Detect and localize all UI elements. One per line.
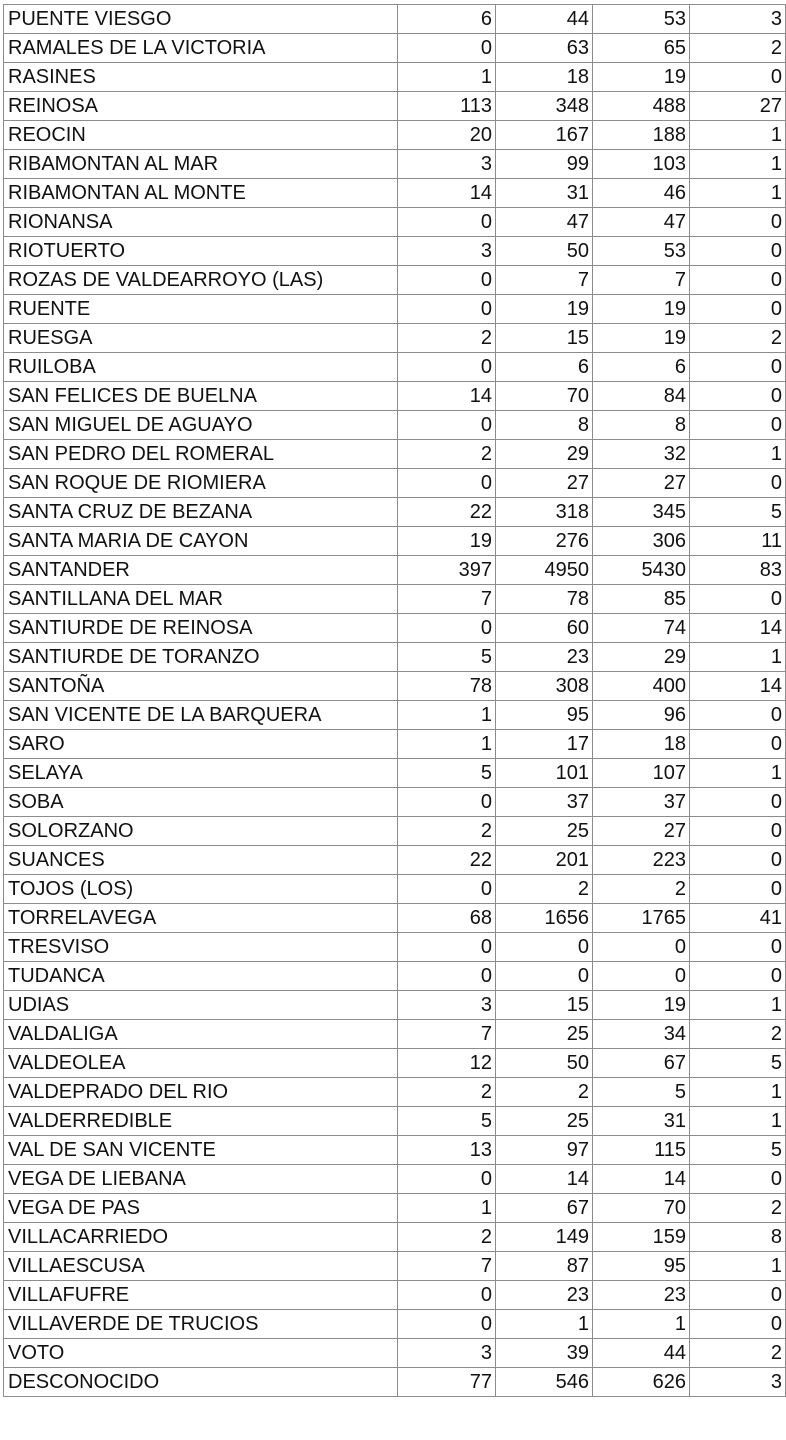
value-cell-col1: 22 [398,498,496,527]
value-cell-col1: 14 [398,179,496,208]
municipality-name-cell: SANTILLANA DEL MAR [4,585,398,614]
municipality-name-cell: SUANCES [4,846,398,875]
value-cell-col1: 6 [398,5,496,34]
municipality-name-cell: UDIAS [4,991,398,1020]
table-row [4,1281,786,1310]
table-row [4,1107,786,1136]
value-cell-col3: 70 [593,1194,690,1223]
value-cell-col1: 0 [398,788,496,817]
value-cell-col1: 0 [398,614,496,643]
table-row [4,1020,786,1049]
value-cell-col3: 46 [593,179,690,208]
value-cell-col3: 7 [593,266,690,295]
value-cell-col3: 37 [593,788,690,817]
value-cell-col3: 53 [593,237,690,266]
table-row [4,875,786,904]
value-cell-col3: 2 [593,875,690,904]
value-cell-col2: 101 [496,759,593,788]
value-cell-col4: 0 [690,585,786,614]
value-cell-col4: 1 [690,179,786,208]
value-cell-col3: 53 [593,5,690,34]
value-cell-col3: 306 [593,527,690,556]
value-cell-col4: 1 [690,991,786,1020]
value-cell-col4: 0 [690,353,786,382]
municipality-name-cell: TRESVISO [4,933,398,962]
value-cell-col1: 14 [398,382,496,411]
table-row [4,1165,786,1194]
table-row [4,1339,786,1368]
value-cell-col4: 0 [690,63,786,92]
value-cell-col3: 5430 [593,556,690,585]
value-cell-col2: 1 [496,1310,593,1339]
table-row [4,1194,786,1223]
municipality-name-cell: SAN FELICES DE BUELNA [4,382,398,411]
value-cell-col2: 1656 [496,904,593,933]
value-cell-col3: 34 [593,1020,690,1049]
table-row [4,962,786,991]
municipality-name-cell: VALDERREDIBLE [4,1107,398,1136]
value-cell-col2: 17 [496,730,593,759]
value-cell-col4: 0 [690,208,786,237]
table-row [4,904,786,933]
value-cell-col3: 488 [593,92,690,121]
value-cell-col2: 25 [496,1020,593,1049]
value-cell-col2: 6 [496,353,593,382]
value-cell-col2: 99 [496,150,593,179]
municipality-name-cell: DESCONOCIDO [4,1368,398,1397]
table-row [4,324,786,353]
value-cell-col1: 0 [398,1310,496,1339]
table-row [4,121,786,150]
value-cell-col1: 0 [398,411,496,440]
value-cell-col3: 159 [593,1223,690,1252]
value-cell-col2: 44 [496,5,593,34]
municipality-name-cell: TOJOS (LOS) [4,875,398,904]
value-cell-col1: 19 [398,527,496,556]
value-cell-col1: 0 [398,469,496,498]
value-cell-col2: 67 [496,1194,593,1223]
value-cell-col4: 0 [690,788,786,817]
value-cell-col3: 1765 [593,904,690,933]
value-cell-col3: 27 [593,469,690,498]
table-row [4,92,786,121]
table-row [4,1368,786,1397]
value-cell-col4: 1 [690,440,786,469]
value-cell-col4: 0 [690,933,786,962]
value-cell-col1: 0 [398,933,496,962]
municipality-name-cell: TORRELAVEGA [4,904,398,933]
value-cell-col3: 65 [593,34,690,63]
value-cell-col1: 0 [398,34,496,63]
value-cell-col2: 23 [496,1281,593,1310]
table-row [4,556,786,585]
value-cell-col1: 1 [398,730,496,759]
municipality-name-cell: PUENTE VIESGO [4,5,398,34]
value-cell-col3: 188 [593,121,690,150]
value-cell-col4: 1 [690,1252,786,1281]
value-cell-col4: 14 [690,614,786,643]
municipality-name-cell: VAL DE SAN VICENTE [4,1136,398,1165]
value-cell-col4: 83 [690,556,786,585]
value-cell-col2: 95 [496,701,593,730]
value-cell-col2: 18 [496,63,593,92]
value-cell-col3: 23 [593,1281,690,1310]
value-cell-col2: 27 [496,469,593,498]
value-cell-col1: 2 [398,817,496,846]
value-cell-col2: 276 [496,527,593,556]
value-cell-col3: 19 [593,63,690,92]
value-cell-col4: 5 [690,498,786,527]
table-row [4,701,786,730]
value-cell-col4: 0 [690,1281,786,1310]
value-cell-col4: 1 [690,121,786,150]
value-cell-col3: 6 [593,353,690,382]
value-cell-col4: 0 [690,295,786,324]
value-cell-col2: 25 [496,817,593,846]
value-cell-col2: 25 [496,1107,593,1136]
table-row [4,266,786,295]
value-cell-col4: 3 [690,1368,786,1397]
municipality-name-cell: SANTANDER [4,556,398,585]
value-cell-col4: 2 [690,34,786,63]
table-row [4,1310,786,1339]
value-cell-col3: 29 [593,643,690,672]
value-cell-col3: 626 [593,1368,690,1397]
value-cell-col3: 84 [593,382,690,411]
value-cell-col2: 15 [496,324,593,353]
municipality-name-cell: RUENTE [4,295,398,324]
value-cell-col4: 0 [690,701,786,730]
value-cell-col3: 44 [593,1339,690,1368]
municipality-name-cell: SANTA CRUZ DE BEZANA [4,498,398,527]
value-cell-col1: 7 [398,1252,496,1281]
municipality-name-cell: RUILOBA [4,353,398,382]
value-cell-col1: 68 [398,904,496,933]
table-row [4,643,786,672]
municipality-name-cell: SOLORZANO [4,817,398,846]
value-cell-col1: 5 [398,759,496,788]
value-cell-col2: 37 [496,788,593,817]
value-cell-col1: 7 [398,585,496,614]
value-cell-col2: 0 [496,933,593,962]
municipality-name-cell: RUESGA [4,324,398,353]
value-cell-col2: 50 [496,237,593,266]
value-cell-col4: 0 [690,875,786,904]
value-cell-col2: 318 [496,498,593,527]
value-cell-col2: 29 [496,440,593,469]
value-cell-col2: 149 [496,1223,593,1252]
value-cell-col1: 0 [398,208,496,237]
table-row [4,382,786,411]
table-row [4,63,786,92]
municipality-name-cell: SOBA [4,788,398,817]
value-cell-col3: 8 [593,411,690,440]
value-cell-col2: 14 [496,1165,593,1194]
value-cell-col4: 0 [690,411,786,440]
value-cell-col4: 1 [690,643,786,672]
table-row [4,759,786,788]
value-cell-col1: 7 [398,1020,496,1049]
value-cell-col3: 67 [593,1049,690,1078]
value-cell-col3: 18 [593,730,690,759]
table-row [4,469,786,498]
value-cell-col4: 3 [690,5,786,34]
municipality-name-cell: REINOSA [4,92,398,121]
value-cell-col3: 74 [593,614,690,643]
value-cell-col2: 60 [496,614,593,643]
value-cell-col3: 31 [593,1107,690,1136]
value-cell-col3: 47 [593,208,690,237]
value-cell-col2: 546 [496,1368,593,1397]
value-cell-col4: 0 [690,817,786,846]
value-cell-col2: 201 [496,846,593,875]
municipality-name-cell: TUDANCA [4,962,398,991]
value-cell-col1: 13 [398,1136,496,1165]
value-cell-col2: 70 [496,382,593,411]
municipality-name-cell: VILLAVERDE DE TRUCIOS [4,1310,398,1339]
table-row [4,1223,786,1252]
value-cell-col2: 0 [496,962,593,991]
value-cell-col2: 2 [496,1078,593,1107]
table-row [4,208,786,237]
value-cell-col3: 19 [593,991,690,1020]
value-cell-col1: 5 [398,1107,496,1136]
value-cell-col3: 32 [593,440,690,469]
value-cell-col1: 0 [398,1281,496,1310]
value-cell-col3: 19 [593,295,690,324]
value-cell-col1: 1 [398,701,496,730]
municipality-name-cell: RASINES [4,63,398,92]
municipality-name-cell: VILLAFUFRE [4,1281,398,1310]
value-cell-col3: 14 [593,1165,690,1194]
municipality-name-cell: VILLAESCUSA [4,1252,398,1281]
value-cell-col1: 0 [398,875,496,904]
value-cell-col2: 167 [496,121,593,150]
value-cell-col2: 8 [496,411,593,440]
municipality-name-cell: SELAYA [4,759,398,788]
value-cell-col4: 0 [690,382,786,411]
value-cell-col3: 5 [593,1078,690,1107]
value-cell-col4: 27 [690,92,786,121]
value-cell-col4: 41 [690,904,786,933]
value-cell-col3: 27 [593,817,690,846]
table-row [4,353,786,382]
value-cell-col2: 50 [496,1049,593,1078]
municipality-name-cell: RIBAMONTAN AL MAR [4,150,398,179]
value-cell-col1: 12 [398,1049,496,1078]
table-row [4,672,786,701]
municipality-name-cell: SAN ROQUE DE RIOMIERA [4,469,398,498]
table-row [4,237,786,266]
value-cell-col1: 0 [398,353,496,382]
municipality-name-cell: SANTOÑA [4,672,398,701]
table-row [4,179,786,208]
value-cell-col4: 5 [690,1049,786,1078]
table-row [4,1049,786,1078]
value-cell-col1: 0 [398,295,496,324]
value-cell-col2: 31 [496,179,593,208]
value-cell-col3: 223 [593,846,690,875]
table-row [4,527,786,556]
table-row [4,295,786,324]
value-cell-col4: 8 [690,1223,786,1252]
municipality-name-cell: VILLACARRIEDO [4,1223,398,1252]
table-row [4,440,786,469]
value-cell-col1: 22 [398,846,496,875]
value-cell-col3: 1 [593,1310,690,1339]
value-cell-col3: 85 [593,585,690,614]
value-cell-col1: 0 [398,1165,496,1194]
value-cell-col1: 3 [398,150,496,179]
table-row [4,933,786,962]
municipality-name-cell: VALDEPRADO DEL RIO [4,1078,398,1107]
value-cell-col4: 0 [690,1165,786,1194]
value-cell-col3: 103 [593,150,690,179]
value-cell-col1: 397 [398,556,496,585]
value-cell-col4: 2 [690,1020,786,1049]
value-cell-col1: 0 [398,962,496,991]
value-cell-col4: 1 [690,150,786,179]
value-cell-col3: 0 [593,933,690,962]
value-cell-col3: 19 [593,324,690,353]
value-cell-col3: 107 [593,759,690,788]
value-cell-col1: 1 [398,63,496,92]
municipality-name-cell: SAN VICENTE DE LA BARQUERA [4,701,398,730]
value-cell-col3: 400 [593,672,690,701]
table-row [4,846,786,875]
table-row [4,991,786,1020]
value-cell-col2: 39 [496,1339,593,1368]
value-cell-col4: 2 [690,1194,786,1223]
value-cell-col2: 348 [496,92,593,121]
value-cell-col2: 7 [496,266,593,295]
municipality-name-cell: SANTA MARIA DE CAYON [4,527,398,556]
municipality-name-cell: SANTIURDE DE REINOSA [4,614,398,643]
value-cell-col4: 0 [690,469,786,498]
value-cell-col4: 0 [690,846,786,875]
value-cell-col1: 1 [398,1194,496,1223]
value-cell-col2: 23 [496,643,593,672]
table-row [4,411,786,440]
value-cell-col3: 95 [593,1252,690,1281]
value-cell-col1: 5 [398,643,496,672]
municipality-name-cell: RIONANSA [4,208,398,237]
value-cell-col1: 2 [398,324,496,353]
value-cell-col1: 20 [398,121,496,150]
value-cell-col1: 0 [398,266,496,295]
value-cell-col4: 0 [690,237,786,266]
value-cell-col2: 78 [496,585,593,614]
value-cell-col4: 11 [690,527,786,556]
value-cell-col1: 2 [398,1078,496,1107]
table-row [4,1078,786,1107]
municipality-name-cell: RIBAMONTAN AL MONTE [4,179,398,208]
value-cell-col1: 3 [398,991,496,1020]
value-cell-col4: 1 [690,1107,786,1136]
value-cell-col1: 3 [398,237,496,266]
municipality-data-table [3,4,786,1397]
municipality-name-cell: RAMALES DE LA VICTORIA [4,34,398,63]
table-row [4,498,786,527]
municipality-name-cell: ROZAS DE VALDEARROYO (LAS) [4,266,398,295]
value-cell-col2: 2 [496,875,593,904]
value-cell-col1: 2 [398,440,496,469]
value-cell-col3: 0 [593,962,690,991]
value-cell-col3: 115 [593,1136,690,1165]
value-cell-col4: 0 [690,730,786,759]
table-body [4,5,786,1397]
value-cell-col2: 308 [496,672,593,701]
value-cell-col2: 87 [496,1252,593,1281]
municipality-name-cell: SAN PEDRO DEL ROMERAL [4,440,398,469]
value-cell-col4: 2 [690,1339,786,1368]
value-cell-col4: 1 [690,1078,786,1107]
value-cell-col2: 4950 [496,556,593,585]
value-cell-col4: 0 [690,1310,786,1339]
table-row [4,150,786,179]
table-row [4,585,786,614]
value-cell-col3: 345 [593,498,690,527]
value-cell-col4: 1 [690,759,786,788]
table-row [4,5,786,34]
value-cell-col3: 96 [593,701,690,730]
municipality-name-cell: VEGA DE PAS [4,1194,398,1223]
table-row [4,730,786,759]
value-cell-col2: 47 [496,208,593,237]
table-row [4,788,786,817]
municipality-name-cell: REOCIN [4,121,398,150]
table-row [4,817,786,846]
value-cell-col4: 5 [690,1136,786,1165]
municipality-name-cell: VALDEOLEA [4,1049,398,1078]
table-row [4,614,786,643]
value-cell-col4: 0 [690,962,786,991]
value-cell-col2: 97 [496,1136,593,1165]
table-row [4,34,786,63]
municipality-name-cell: RIOTUERTO [4,237,398,266]
municipality-name-cell: VOTO [4,1339,398,1368]
municipality-name-cell: SANTIURDE DE TORANZO [4,643,398,672]
value-cell-col2: 19 [496,295,593,324]
table-row [4,1136,786,1165]
table-row [4,1252,786,1281]
value-cell-col4: 14 [690,672,786,701]
value-cell-col1: 2 [398,1223,496,1252]
value-cell-col1: 3 [398,1339,496,1368]
value-cell-col2: 63 [496,34,593,63]
municipality-name-cell: SARO [4,730,398,759]
value-cell-col1: 78 [398,672,496,701]
value-cell-col4: 0 [690,266,786,295]
municipality-name-cell: VEGA DE LIEBANA [4,1165,398,1194]
value-cell-col1: 77 [398,1368,496,1397]
municipality-name-cell: VALDALIGA [4,1020,398,1049]
municipality-name-cell: SAN MIGUEL DE AGUAYO [4,411,398,440]
value-cell-col1: 113 [398,92,496,121]
value-cell-col2: 15 [496,991,593,1020]
value-cell-col4: 2 [690,324,786,353]
